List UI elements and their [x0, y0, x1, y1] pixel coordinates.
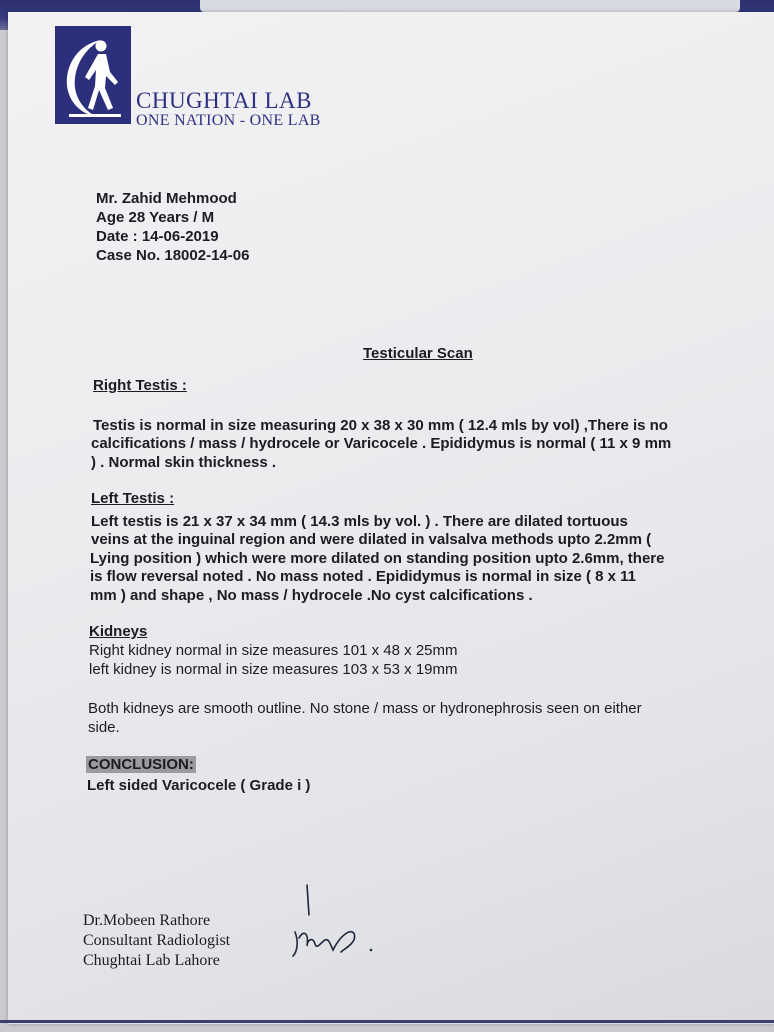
right-testis-line: ) . Normal skin thickness . — [91, 454, 277, 471]
signatory-title: Consultant Radiologist — [83, 932, 231, 949]
signatory-org: Chughtai Lab Lahore — [83, 952, 220, 969]
left-testis-line: Left testis is 21 x 37 x 34 mm ( 14.3 mls by vol. ) . There are dilated tortuous — [91, 513, 628, 530]
patient-name: Mr. Zahid Mehmood — [96, 190, 237, 207]
left-testis-line: is flow reversal noted . No mass noted . Epididymus is normal in size ( 8 x 11 — [90, 568, 636, 585]
patient-age: Age 28 Years / M — [96, 209, 215, 226]
left-testis-line: Lying position ) which were more dilated on standing position upto 2.6mm, there — [90, 550, 665, 567]
right-testis-line: calcifications / mass / hydrocele or Varicocele . Epididymus is normal ( 11 x 9 mm — [91, 435, 672, 452]
conclusion-heading — [86, 756, 196, 773]
lab-tagline: ONE NATION - ONE LAB — [136, 112, 321, 129]
right-testis-heading: Right Testis : — [93, 377, 187, 394]
right-testis-line: Testis is normal in size measuring 20 x 38 x 30 mm ( 12.4 mls by vol) ,There is no — [93, 417, 668, 434]
bottom-edge — [0, 1020, 774, 1023]
top-tab — [200, 0, 740, 12]
kidney-summary-line: side. — [88, 719, 120, 736]
handwritten-signature — [285, 880, 385, 960]
signatory-name: Dr.Mobeen Rathore — [83, 912, 211, 929]
conclusion-text: Left sided Varicocele ( Grade i ) — [87, 777, 311, 794]
lab-name: CHUGHTAI LAB — [136, 88, 313, 113]
report-title: Testicular Scan — [363, 345, 473, 362]
report-date: Date : 14-06-2019 — [96, 228, 219, 245]
kidney-line: left kidney is normal in size measures 103 x 53 x 19mm — [89, 661, 458, 678]
left-testis-line: mm ) and shape , No mass / hydrocele .No cyst calcifications . — [90, 587, 533, 604]
case-number: Case No. 18002-14-06 — [96, 247, 250, 264]
left-testis-heading: Left Testis : — [91, 490, 175, 507]
conclusion-heading-text: CONCLUSION: — [88, 756, 194, 773]
kidneys-heading: Kidneys — [89, 623, 148, 640]
kidney-summary-line: Both kidneys are smooth outline. No stone / mass or hydronephrosis seen on either — [88, 700, 642, 717]
kidney-line: Right kidney normal in size measures 101 x 48 x 25mm — [89, 642, 458, 659]
left-testis-line: veins at the inguinal region and were dilated in valsalva methods upto 2.2mm ( — [91, 531, 652, 548]
walking-man-logo-icon — [55, 26, 131, 124]
